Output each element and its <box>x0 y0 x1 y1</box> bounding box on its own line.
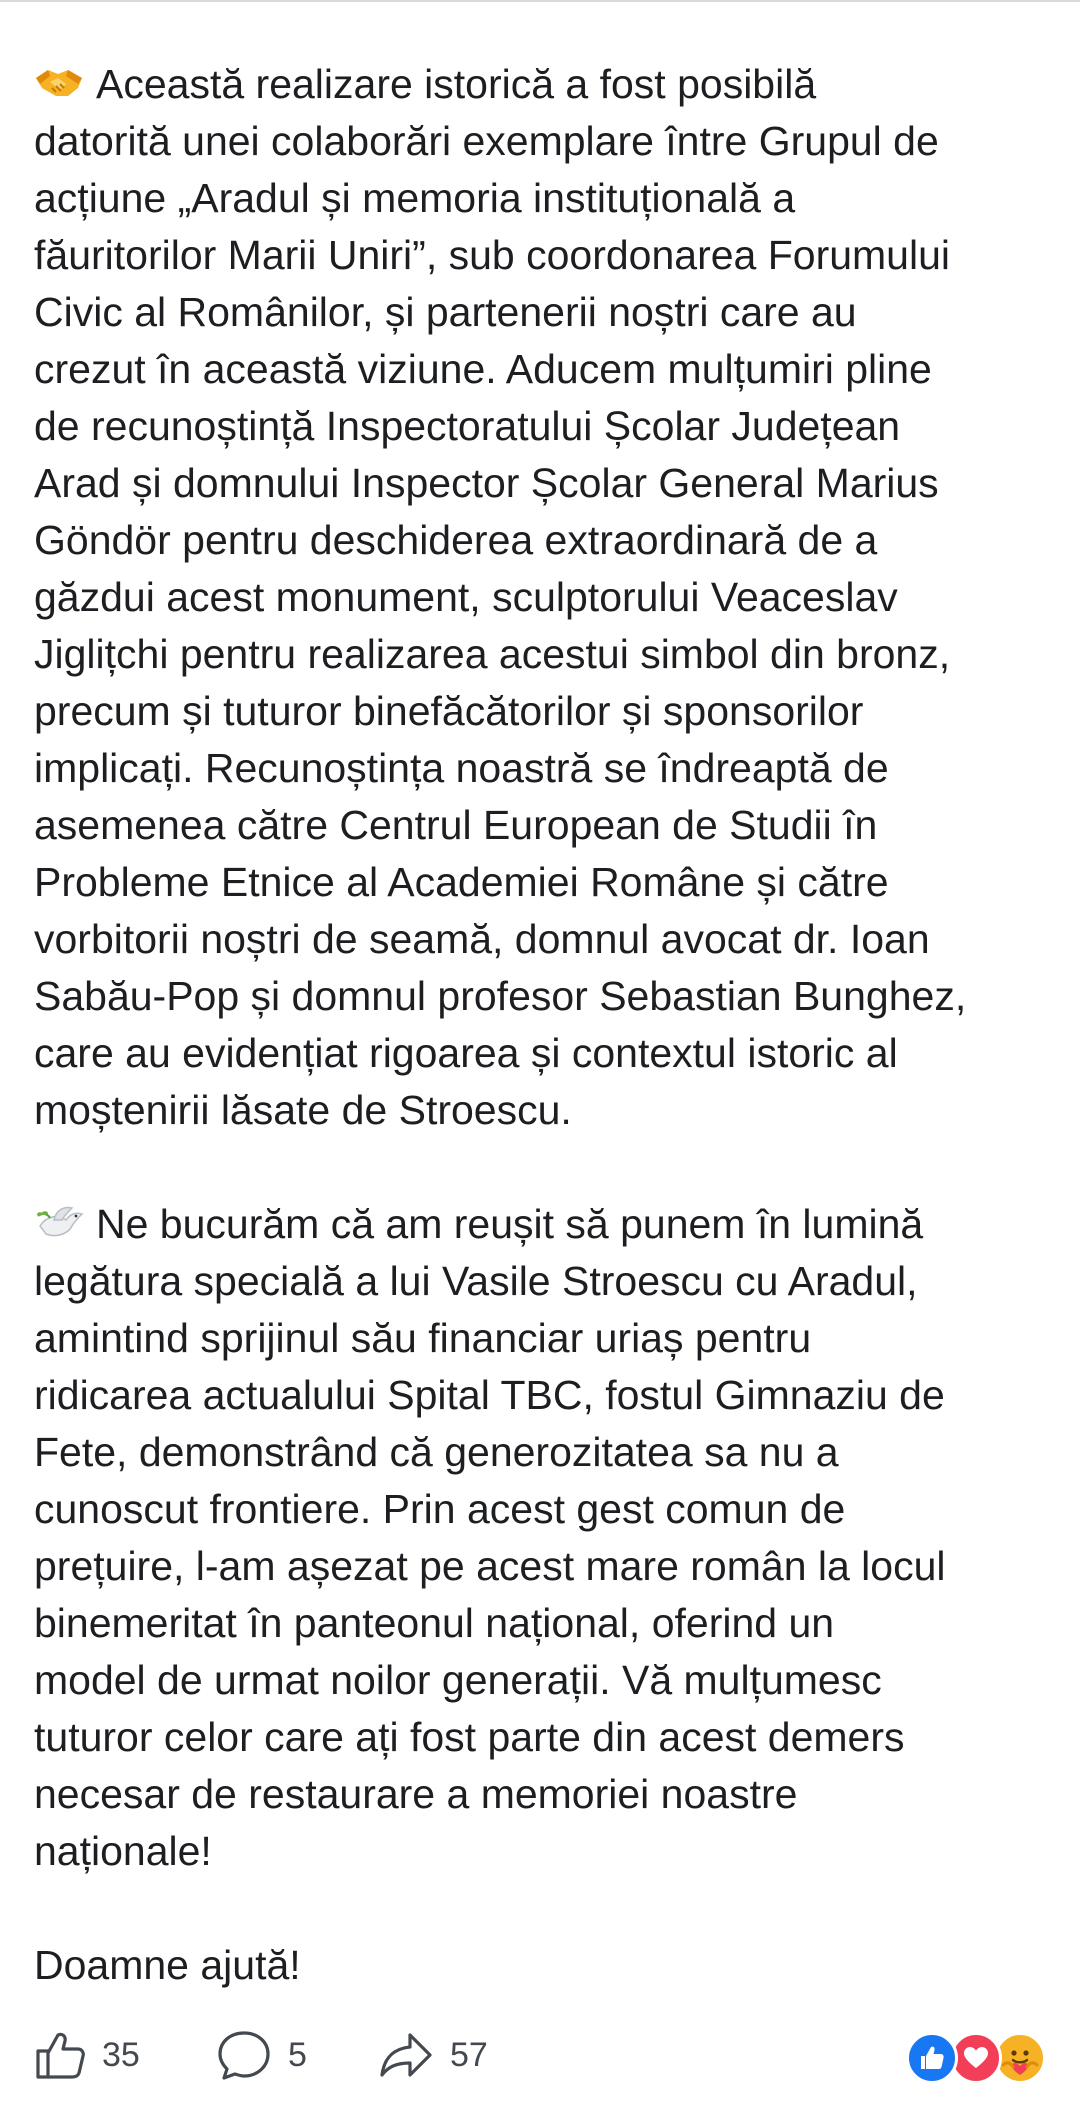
post-line: care au evidențiat rigoarea și contextul istoric al <box>34 1030 898 1076</box>
comment-icon <box>216 2029 272 2081</box>
handshake-emoji <box>34 60 84 100</box>
reaction-summary[interactable] <box>906 2032 1046 2080</box>
comment-count: 5 <box>288 2035 307 2074</box>
like-icon <box>34 2029 86 2081</box>
share-button[interactable] <box>378 2020 488 2090</box>
post-line: asemenea către Centrul European de Studii în <box>34 802 878 848</box>
post-line: model de urmat noilor generații. Vă mulțumesc <box>34 1657 882 1703</box>
post-line: precum și tuturor binefăcătorilor și sponsorilor <box>34 688 864 734</box>
post-line: găzdui acest monument, sculptorului Veaceslav <box>34 574 898 620</box>
post-line: de recunoștință Inspectoratului Școlar Județean <box>34 403 901 449</box>
post-action-bar <box>0 2020 1080 2090</box>
post-paragraph <box>34 1196 1054 1880</box>
post-line: Ne bucurăm că am reușit să punem în lumină <box>34 1196 1054 1253</box>
post-line: Această realizare istorică a fost posibilă <box>34 56 1054 113</box>
like-button[interactable] <box>34 2020 140 2090</box>
post-line: implicați. Recunoștința noastră se îndreaptă de <box>34 745 889 791</box>
post-line: Fete, demonstrând că generozitatea sa nu a <box>34 1429 839 1475</box>
post-line: tuturor celor care ați fost parte din acest demers <box>34 1714 905 1760</box>
post-paragraph <box>34 1937 1054 1994</box>
post-line: binemeritat în panteonul național, oferind un <box>34 1600 835 1646</box>
post-line: legătura specială a lui Vasile Stroescu cu Aradul, <box>34 1258 918 1304</box>
share-count: 57 <box>450 2035 488 2074</box>
post-line: datorită unei colaborări exemplare între Grupul de <box>34 118 939 164</box>
post-line: Göndör pentru deschiderea extraordinară de a <box>34 517 878 563</box>
post-paragraph <box>34 56 1054 1139</box>
post-text <box>34 56 1054 1994</box>
post-line: amintind sprijinul său financiar uriaș pentru <box>34 1315 812 1361</box>
post-line: Probleme Etnice al Academiei Române și către <box>34 859 889 905</box>
post-line: Sabău-Pop și domnul profesor Sebastian Bunghez, <box>34 973 967 1019</box>
post-line: făuritorilor Marii Uniri”, sub coordonarea Forumului <box>34 232 950 278</box>
post-line: moștenirii lăsate de Stroescu. <box>34 1087 572 1133</box>
post-line: Arad și domnului Inspector Școlar General Marius <box>34 460 939 506</box>
post-line: Jiglițchi pentru realizarea acestui simbol din bronz, <box>34 631 951 677</box>
like-count: 35 <box>102 2035 140 2074</box>
dove-emoji <box>34 1200 84 1240</box>
share-icon <box>378 2029 434 2081</box>
post-line: necesar de restaurare a memoriei noastre <box>34 1771 798 1817</box>
post-line: acțiune „Aradul și memoria instituțională a <box>34 175 796 221</box>
like-reaction-icon <box>906 2032 958 2084</box>
post-line: vorbitorii noștri de seamă, domnul avocat dr. Ioan <box>34 916 930 962</box>
post-line: prețuire, l-am așezat pe acest mare român la locul <box>34 1543 946 1589</box>
post-line: naționale! <box>34 1828 212 1874</box>
post-line: ridicarea actualului Spital TBC, fostul Gimnaziu de <box>34 1372 945 1418</box>
top-divider <box>0 0 1080 2</box>
post-line: cunoscut frontiere. Prin acest gest comun de <box>34 1486 846 1532</box>
post-line: Doamne ajută! <box>34 1942 301 1988</box>
post-line: crezut în această viziune. Aducem mulțumiri pline <box>34 346 932 392</box>
comment-button[interactable] <box>216 2020 307 2090</box>
post-line: Civic al Românilor, și partenerii noștri care au <box>34 289 857 335</box>
